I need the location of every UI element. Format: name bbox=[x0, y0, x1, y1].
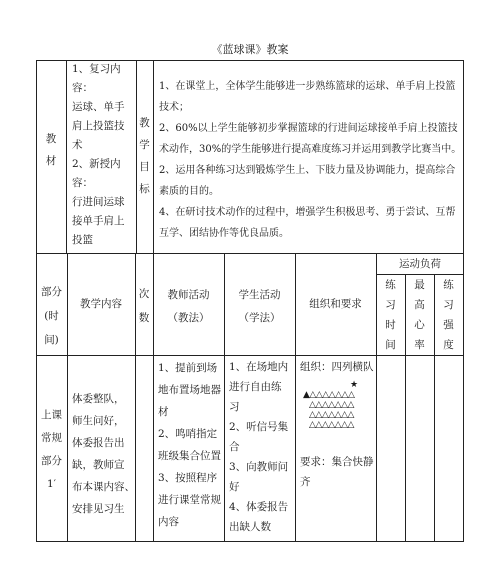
page-title: 《蓝球课》教案 bbox=[211, 43, 289, 56]
org-formation-label: 组织：四列横队 bbox=[300, 361, 374, 373]
table-border-right bbox=[463, 60, 464, 542]
header-organization: 组织和要求 bbox=[309, 298, 362, 310]
header-load-intensity: 练 习 强 度 bbox=[443, 279, 454, 351]
teaching-materials: 1、复习内 容： 运球、单手 肩上投篮技 术 2、新授内 容： 行进间运球 接单手肩上 投篮 bbox=[72, 63, 125, 246]
row-divider bbox=[36, 253, 464, 254]
col-divider bbox=[66, 60, 67, 253]
header-count: 次 数 bbox=[138, 288, 150, 324]
header-exercise-load: 运动负荷 bbox=[399, 258, 441, 270]
body-part: 上课 常规 部分 1′ bbox=[41, 409, 62, 490]
materials-label: 教 材 bbox=[45, 133, 57, 167]
header-student: 学生活动 （学法） bbox=[238, 289, 281, 324]
org-requirement: 要求：集合快静 齐 bbox=[300, 456, 374, 488]
header-load-heart-rate: 最 高 心 率 bbox=[414, 279, 425, 351]
objectives-label: 教 学 目 标 bbox=[139, 117, 150, 195]
row-divider bbox=[36, 355, 464, 356]
body-content: 体委整队， 师生问好， 体委报告出 缺，教师宣 布本课内容、 安排见习生 bbox=[72, 393, 135, 515]
body-student-activity: 1、在场地内 进行自由练 习 2、听信号集 合 3、向教师问 好 4、体委报告 出缺人数 bbox=[229, 361, 289, 533]
col-divider bbox=[153, 60, 154, 253]
table-border-bottom bbox=[36, 541, 464, 542]
lesson-plan-table bbox=[36, 60, 464, 542]
body-teacher-activity: 1、提前到场 地布置场地器 材 2、鸣哨指定 班级集合位置 3、按照程序 进行课堂常规 内容 bbox=[158, 362, 221, 528]
teaching-objectives: 1、在课堂上，全体学生能够进一步熟练篮球的运球、单手肩上投篮 技术； 2、60%以上学生能够初步掌握篮球的行进间运球接单手肩上投篮技 术动作，30%的学生能够进行提高难度练习并运用到教学比赛当中。 2、运用各种练习达到锻炼学生上、下肢力量及协调能力，提高综合 素质的目的。 4、在研讨技术动作的过程中，增强学生积极思考、勇于尝试、互帮 互学、团结协作等优良品质。 bbox=[159, 81, 462, 239]
formation-diagram: ▲△△△△△△△ △△△△△△△ △△△△△△△ △△△△△△△ bbox=[303, 390, 355, 430]
header-load-time: 练 习 时 间 bbox=[385, 279, 396, 351]
header-content: 教学内容 bbox=[80, 298, 122, 310]
header-teacher: 教师活动 （教法） bbox=[167, 289, 210, 324]
teacher-star-icon: ★ bbox=[350, 380, 358, 390]
header-part: 部分 (时 间) bbox=[41, 286, 62, 346]
